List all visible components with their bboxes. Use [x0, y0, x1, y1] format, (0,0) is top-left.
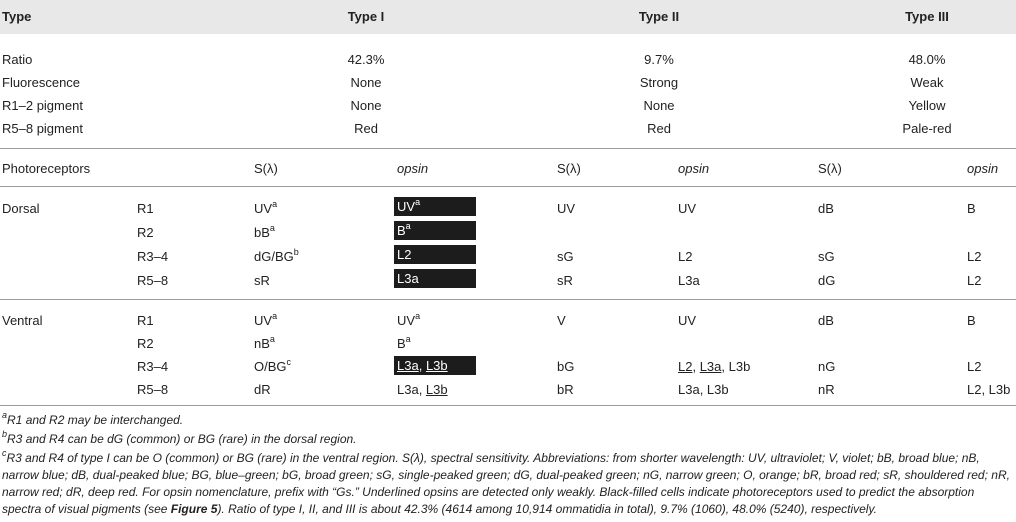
r1-2-pigment-type-2: None [643, 98, 675, 113]
ventral-r2-opsin-type-1: $B^a$ [397, 333, 411, 351]
footnote-c: $^c$R3 and R4 of type I can be O (common) or BG (rare) in the ventral region. S(λ), spectral sensitivity. Abbreviations: from shorter wavelength: UV, ultraviolet; V, violet; bB, broad blue; nB, narrow blue; dB, dual-peaked blue; BG, blue–green; bG, broad green; sG, single-peaked green; dG, dual-peaked green; nG, narrow green; O, orange; bR, broad red; sR, shouldered red; nR, narrow red; dR, deep red. For opsin nomenclature, prefix with “Gs.” Underlined opsins are detected only weakly. Black-filled cells indicate photoreceptors used to predict the absorption spectra of visual pigments (see Figure 5). Ratio of type I, II, and III is about 42.3% (4614 among 10,914 ommatidia in total), 9.7% (1060), 48.0% (5240), respectively. [2, 448, 1010, 516]
ratio-type-1: 42.3% [347, 52, 385, 67]
divider [0, 405, 1016, 406]
ventral-r5-8-s-type-1: dR [254, 382, 271, 397]
footnote-b: $^b$R3 and R4 can be dG (common) or BG (rare) in the dorsal region. [2, 429, 357, 446]
subheader-opsin-type-3: opsin [967, 161, 999, 176]
ventral-r5-8-opsin-type-1: L3a, L3b [397, 382, 448, 397]
region-ventral: Ventral [2, 313, 43, 328]
dorsal-r3-4-s-type-2: sG [557, 249, 574, 264]
ventral-r3-4-s-type-2: bG [557, 359, 575, 374]
subheader-opsin-type-1: opsin [397, 161, 429, 176]
ventral-r3-4-opsin-type-2: L2, L3a, L3b [678, 359, 751, 374]
ventral-r1-cell: R1 [137, 313, 154, 328]
ventral-r2-s-type-1: $nB^a$ [254, 333, 275, 351]
ventral-r5-8-s-type-2: bR [557, 382, 574, 397]
subheader-photoreceptors: Photoreceptors [2, 161, 91, 176]
dorsal-r3-4-s-type-1: $dG/BG^b$ [254, 246, 299, 264]
r5-8-pigment-type-2: Red [647, 121, 671, 136]
dorsal-r3-4-opsin-type-1: L2 [397, 247, 412, 262]
dorsal-r2-s-type-1: $bB^a$ [254, 222, 275, 240]
ventral-r3-4-opsin-type-1: L3a, L3b [397, 358, 448, 373]
dorsal-r3-4-cell: R3–4 [137, 249, 169, 264]
dorsal-r5-8-opsin-type-3: L2 [967, 273, 982, 288]
fluorescence-type-1: None [350, 75, 382, 90]
fluorescence-type-3: Weak [910, 75, 944, 90]
dorsal-r1-opsin-type-1: $UV^a$ [397, 196, 421, 214]
ventral-r1-opsin-type-1: $UV^a$ [397, 310, 421, 328]
dorsal-r1-s-type-3: dB [818, 201, 834, 216]
subheader-s-type-3: S(λ) [818, 161, 842, 176]
ventral-r3-4-opsin-type-3: L2 [967, 359, 982, 374]
r1-2-pigment-type-3: Yellow [908, 98, 946, 113]
ventral-r3-4-cell: R3–4 [137, 359, 169, 374]
ventral-r5-8-cell: R5–8 [137, 382, 169, 397]
subheader-s-type-1: S(λ) [254, 161, 278, 176]
header-type-3: Type III [905, 9, 949, 24]
fluorescence-type-2: Strong [639, 75, 679, 90]
dorsal-r2-opsin-type-1: $B^a$ [397, 220, 411, 238]
subheader-s-type-2: S(λ) [557, 161, 581, 176]
ratio-type-3: 48.0% [908, 52, 946, 67]
dorsal-r5-8-s-type-2: sR [557, 273, 573, 288]
divider [0, 186, 1016, 187]
dorsal-r5-8-cell: R5–8 [137, 273, 169, 288]
header-type-2: Type II [638, 9, 680, 24]
dorsal-r3-4-opsin-type-3: L2 [967, 249, 982, 264]
r5-8-pigment-type-3: Pale-red [902, 121, 952, 136]
r5-8-pigment-type-1: Red [354, 121, 378, 136]
summary-label-ratio: Ratio [2, 52, 33, 67]
summary-label-fluorescence: Fluorescence [2, 75, 81, 90]
dorsal-r2-cell: R2 [137, 225, 154, 240]
dorsal-r5-8-opsin-type-1: L3a [397, 271, 419, 286]
dorsal-r5-8-s-type-1: sR [254, 273, 270, 288]
ventral-r3-4-s-type-3: nG [818, 359, 836, 374]
divider [0, 299, 1016, 300]
subheader-opsin-type-2: opsin [678, 161, 710, 176]
ventral-r1-opsin-type-3: B [967, 313, 976, 328]
summary-label-r5-8-pigment: R5–8 pigment [2, 121, 83, 136]
summary-label-r1-2-pigment: R1–2 pigment [2, 98, 83, 113]
dorsal-r1-opsin-type-3: B [967, 201, 976, 216]
dorsal-r1-s-type-1: $UV^a$ [254, 198, 278, 216]
ventral-r5-8-opsin-type-3: L2, L3b [967, 382, 1011, 397]
ventral-r3-4-s-type-1: $O/BG^c$ [254, 356, 292, 374]
header-type-1: Type I [347, 9, 385, 24]
ventral-r5-8-opsin-type-2: L3a, L3b [678, 382, 729, 397]
dorsal-r3-4-s-type-3: sG [818, 249, 835, 264]
divider [0, 148, 1016, 149]
dorsal-r1-s-type-2: UV [557, 201, 576, 216]
ventral-r1-s-type-3: dB [818, 313, 834, 328]
dorsal-r5-8-s-type-3: dG [818, 273, 836, 288]
dorsal-r1-opsin-type-2: UV [678, 201, 697, 216]
table-header [0, 0, 1016, 34]
ventral-r1-opsin-type-2: UV [678, 313, 697, 328]
figure-link[interactable]: Figure 5 [170, 502, 218, 516]
dorsal-r3-4-opsin-type-2: L2 [678, 249, 693, 264]
ventral-r5-8-s-type-3: nR [818, 382, 835, 397]
ventral-r2-cell: R2 [137, 336, 154, 351]
dorsal-r5-8-opsin-type-2: L3a [678, 273, 700, 288]
r1-2-pigment-type-1: None [350, 98, 382, 113]
dorsal-r1-cell: R1 [137, 201, 154, 216]
ratio-type-2: 9.7% [644, 52, 674, 67]
footnote-a: $^a$R1 and R2 may be interchanged. [2, 410, 184, 427]
header-type: Type [2, 9, 32, 24]
region-dorsal: Dorsal [2, 201, 40, 216]
ventral-r1-s-type-2: V [557, 313, 566, 328]
ventral-r1-s-type-1: $UV^a$ [254, 310, 278, 328]
